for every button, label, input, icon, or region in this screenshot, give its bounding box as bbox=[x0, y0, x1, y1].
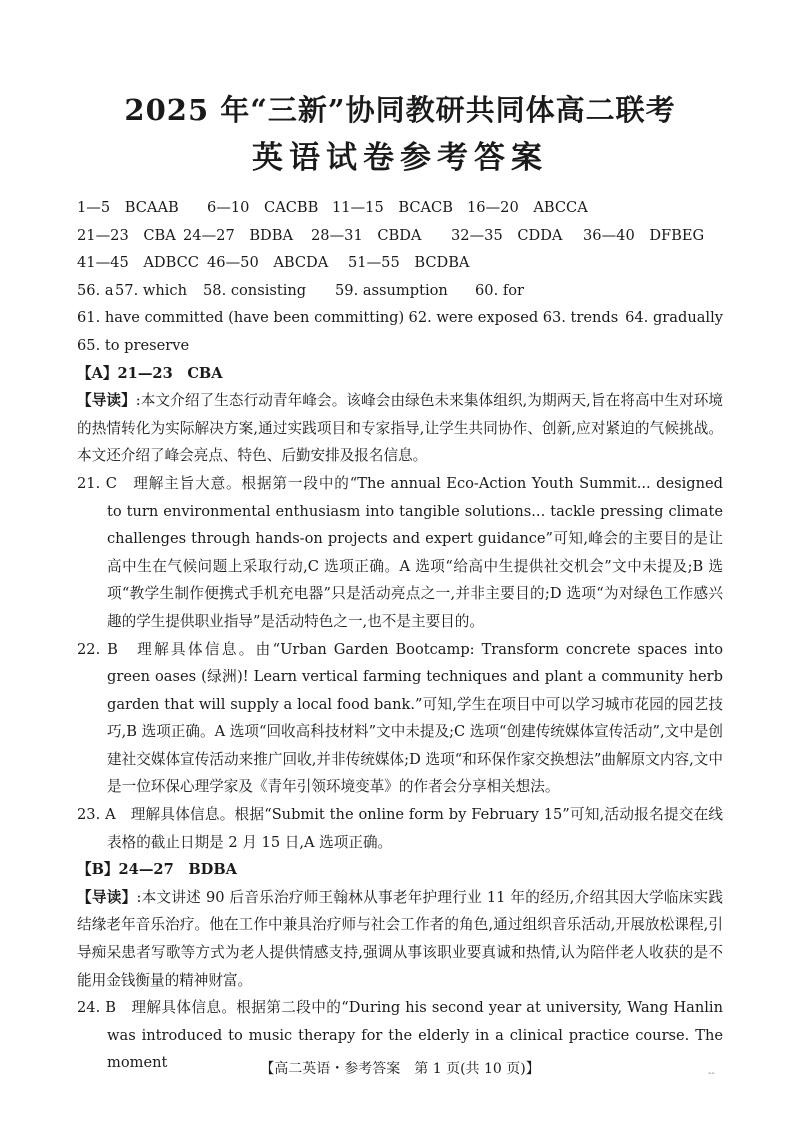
answer-item: 59. assumption bbox=[335, 281, 448, 299]
answer-row-5 bbox=[77, 304, 723, 332]
answer-group: 28—31 CBDA bbox=[311, 226, 422, 244]
question-21-explanation: 21. C 理解主旨大意。根据第一段中的“The annual Eco-Action Youth Summit... designed to turn environmental enthusiasm into tangible solutions... tackle pressing climate challenges through hands-on projects and expert guidance”可知,峰会的主要目的是让高中生在气候问题上采取行动,C 选项正确。A 选项“给高中生提供社交机会”文中未提及;B 选项“教学生制作便携式手机充电器”只是活动亮点之一,并非主要目的;D 选项“为对绿色工作感兴趣的学生提供职业指导”是活动特色之一,也不是主要目的。 bbox=[77, 474, 723, 630]
corner-mark: -- bbox=[708, 1068, 715, 1079]
answer-item: 58. consisting bbox=[203, 281, 307, 299]
guide-text: :本文介绍了生态行动青年峰会。该峰会由绿色未来集体组织,为期两天,旨在将高中生对环境的热情转化为实际解决方案,通过实践项目和专家指导,让学生共同协作、创新,应对紧迫的气候挑战。本文还介绍了峰会亮点、特色、后勤安排及报名信息。 bbox=[77, 392, 723, 465]
answer-row-4 bbox=[77, 277, 723, 305]
answer-item: 60. for bbox=[475, 281, 525, 299]
guide-label: 【导读】 bbox=[77, 888, 137, 906]
answer-item: 62. were exposed bbox=[408, 309, 539, 327]
answer-group: 41—45 ADBCC bbox=[77, 254, 199, 272]
answer-item: 64. gradually bbox=[625, 309, 723, 327]
answer-group: 16—20 ABCCA bbox=[467, 199, 588, 216]
answer-item: 57. which bbox=[115, 281, 187, 299]
answer-body bbox=[77, 194, 723, 1077]
answer-group: 1—5 BCAAB bbox=[77, 199, 179, 216]
section-a-heading: 【A】21—23 CBA bbox=[77, 364, 223, 382]
answer-group: 32—35 CDDA bbox=[451, 226, 563, 244]
answer-group: 51—55 BCDBA bbox=[348, 254, 470, 272]
answer-row-2 bbox=[77, 222, 723, 250]
question-22-explanation: 22. B 理解具体信息。由“Urban Garden Bootcamp: Transform concrete spaces into green oases (绿洲)! Learn vertical farming techniques and plant a community herb garden that will supply a local food bank.”可知,学生在项目中可以学习城市花园的园艺技巧,B 选项正确。A 选项“回收高科技材料”文中未提及;C 选项“创建传统媒体宣传活动”,文中是创建社交媒体宣传活动来推广回收,并非传统媒体;D 选项“和环保作家交换想法”曲解原文内容,文中是一位环保心理学家及《青年引领环境变革》的作者会分享相关想法。 bbox=[77, 640, 723, 796]
answer-row-1 bbox=[77, 194, 723, 222]
answer-item: 63. trends bbox=[542, 309, 619, 327]
answer-group: 6—10 CACBB bbox=[207, 199, 319, 216]
answer-group: 11—15 BCACB bbox=[332, 199, 453, 216]
section-b-heading: 【B】24—27 BDBA bbox=[77, 861, 237, 879]
answer-group: 21—23 CBA bbox=[77, 226, 176, 244]
answer-row-3 bbox=[77, 249, 723, 277]
guide-label: 【导读】 bbox=[77, 392, 136, 410]
answer-row-6: 65. to preserve bbox=[77, 336, 190, 354]
question-23-explanation: 23. A 理解具体信息。根据“Submit the online form by February 15”可知,活动报名提交在线表格的截止日期是 2 月 15 日,A 选项正确。 bbox=[77, 806, 723, 851]
answer-group: 36—40 DFBEG bbox=[583, 226, 705, 244]
question-24-explanation: 24. B 理解具体信息。根据第二段中的“During his second year at university, Wang Hanlin was introduced to music therapy for the elderly in a clinical practice course. The moment bbox=[77, 999, 723, 1072]
answer-item: 56. a bbox=[77, 281, 114, 299]
section-b-guide bbox=[77, 884, 723, 994]
answer-group: 24—27 BDBA bbox=[183, 226, 294, 244]
section-a-guide bbox=[77, 387, 723, 470]
exam-title: 2025 年“三新”协同教研共同体高二联考 bbox=[124, 93, 676, 127]
answer-item: 61. have committed (have been committing) bbox=[77, 309, 405, 327]
answer-key-title: 英语试卷参考答案 bbox=[252, 140, 548, 176]
answer-group: 46—50 ABCDA bbox=[207, 254, 329, 272]
page-footer: 【高二英语・参考答案 第 1 页(共 10 页)】 bbox=[260, 1061, 540, 1077]
guide-text: :本文讲述 90 后音乐治疗师王翰林从事老年护理行业 11 年的经历,介绍其因大学临床实践结缘老年音乐治疗。他在工作中兼具治疗师与社会工作者的角色,通过组织音乐活动,开展放松课程,引导痴呆患者写歌等方式为老人提供情感支持,强调从事该职业要真诚和热情,认为陪伴老人收获的是不能用金钱衡量的精神财富。 bbox=[77, 888, 723, 989]
